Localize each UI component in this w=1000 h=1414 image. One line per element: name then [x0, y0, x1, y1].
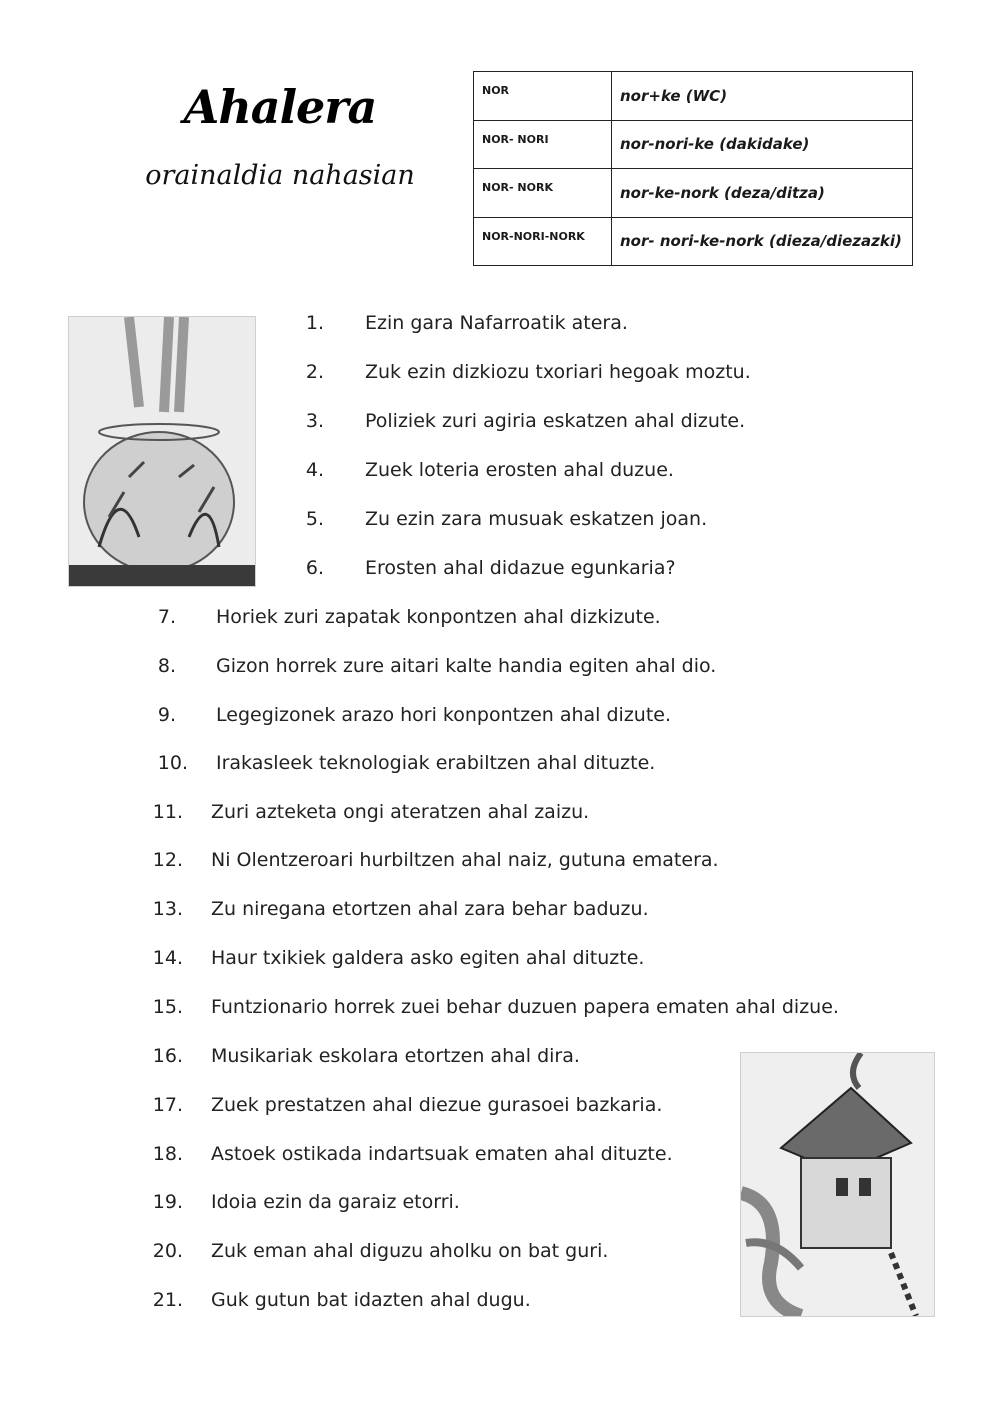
item-text: Zu niregana etortzen ahal zara behar baduzu.	[211, 898, 649, 920]
item-text: Poliziek zuri agiria eskatzen ahal dizute.	[365, 410, 746, 432]
item-number: 8.	[157, 655, 176, 677]
item-text: Zuek loteria erosten ahal duzue.	[365, 459, 674, 481]
house-head-illustration	[740, 1052, 935, 1317]
item-number: 5.	[305, 508, 324, 530]
item-number: 1.	[305, 312, 324, 334]
item-number: 2.	[305, 361, 324, 383]
item-text: Erosten ahal didazue egunkaria?	[365, 557, 676, 579]
item-text: Zuri azteketa ongi ateratzen ahal zaizu.	[211, 801, 590, 823]
item-text: Astoek ostikada indartsuak ematen ahal dituzte.	[211, 1143, 673, 1165]
item-text: Legegizonek arazo hori konpontzen ahal dizute.	[216, 704, 672, 726]
item-text: Ezin gara Nafarroatik atera.	[365, 312, 628, 334]
item-number: 14.	[152, 947, 183, 969]
item-text: Zuk ezin dizkiozu txoriari hegoak moztu.	[365, 361, 751, 383]
item-text: Idoia ezin da garaiz etorri.	[211, 1191, 460, 1213]
grammar-case: NOR- NORI	[474, 120, 612, 169]
item-text: Zu ezin zara musuak eskatzen joan.	[365, 508, 708, 530]
item-number: 20.	[152, 1240, 183, 1262]
item-number: 13.	[152, 898, 183, 920]
item-text: Gizon horrek zure aitari kalte handia egiten ahal dio.	[216, 655, 717, 677]
fishbowl-illustration	[68, 316, 256, 587]
item-number: 16.	[152, 1045, 183, 1067]
item-text: Musikariak eskolara etortzen ahal dira.	[211, 1045, 580, 1067]
item-text: Haur txikiek galdera asko egiten ahal dituzte.	[211, 947, 645, 969]
item-text: Funtzionario horrek zuei behar duzuen papera ematen ahal dizue.	[211, 996, 839, 1018]
grammar-form: nor- nori-ke-nork (dieza/diezazki)	[612, 217, 913, 266]
grammar-case: NOR	[474, 72, 612, 121]
grammar-case: NOR-NORI-NORK	[474, 217, 612, 266]
grammar-row-nor-nork	[474, 169, 913, 218]
item-number: 6.	[305, 557, 324, 579]
item-number: 11.	[152, 801, 183, 823]
item-number: 10.	[157, 752, 188, 774]
grammar-row-nor	[474, 72, 913, 121]
item-text: Guk gutun bat idazten ahal dugu.	[211, 1289, 531, 1311]
item-text: Horiek zuri zapatak konpontzen ahal dizkizute.	[216, 606, 661, 628]
item-number: 12.	[152, 849, 183, 871]
item-number: 21.	[152, 1289, 183, 1311]
grammar-form: nor-nori-ke (dakidake)	[612, 120, 913, 169]
grammar-row-nor-nori-nork	[474, 217, 913, 266]
item-number: 17.	[152, 1094, 183, 1116]
item-number: 18.	[152, 1143, 183, 1165]
item-text: Zuek prestatzen ahal diezue gurasoei bazkaria.	[211, 1094, 663, 1116]
item-text: Ni Olentzeroari hurbiltzen ahal naiz, gutuna ematera.	[211, 849, 719, 871]
item-number: 4.	[305, 459, 324, 481]
page-subtitle: orainaldia nahasian	[145, 160, 415, 191]
page-title: Ahalera	[183, 80, 377, 134]
item-number: 19.	[152, 1191, 183, 1213]
grammar-case: NOR- NORK	[474, 169, 612, 218]
item-number: 9.	[157, 704, 176, 726]
grammar-form: nor+ke (WC)	[612, 72, 913, 121]
item-number: 7.	[157, 606, 176, 628]
grammar-form: nor-ke-nork (deza/ditza)	[612, 169, 913, 218]
item-number: 15.	[152, 996, 183, 1018]
grammar-table	[473, 71, 913, 266]
item-number: 3.	[305, 410, 324, 432]
item-text: Irakasleek teknologiak erabiltzen ahal dituzte.	[216, 752, 656, 774]
item-text: Zuk eman ahal diguzu aholku on bat guri.	[211, 1240, 609, 1262]
grammar-row-nor-nori	[474, 120, 913, 169]
